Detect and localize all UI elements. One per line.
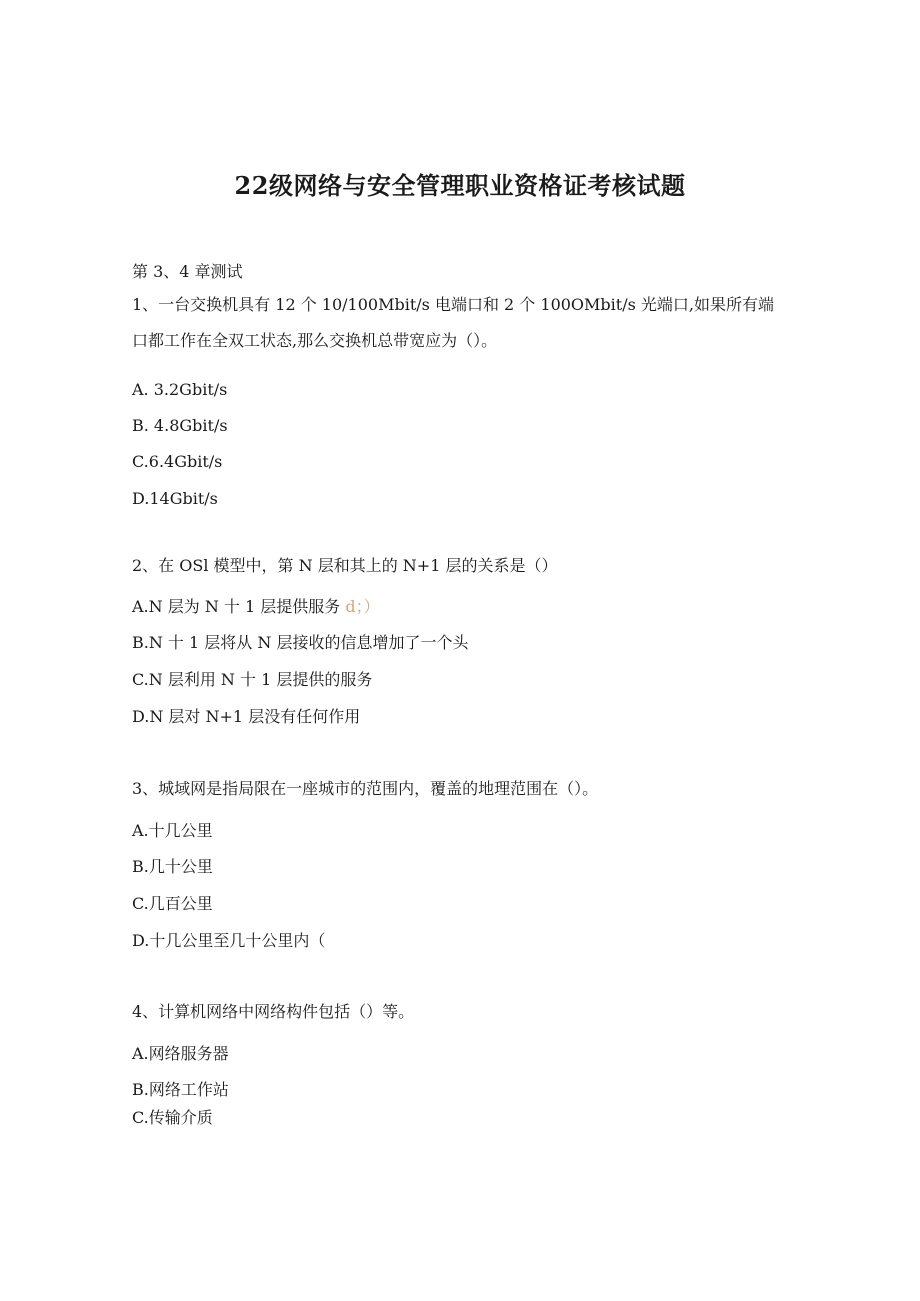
question-1-stem-line-1: 1、一台交换机具有 12 个 10/100Mbit/s 电端口和 2 个 100OMbit/s 光端口,如果所有端: [132, 295, 774, 314]
question-3-option-d: D.十几公里至几十公里内（: [132, 931, 326, 950]
question-2-option-a: A.N 层为 N 十 1 层提供服务: [132, 597, 341, 616]
question-1-option-a: A. 3.2Gbit/s: [132, 380, 228, 399]
question-3-stem: 3、城域网是指局限在一座城市的范围内，覆盖的地理范围在（）。: [132, 779, 599, 798]
question-4-option-c: C.传输介质: [132, 1108, 213, 1127]
question-3-option-a: A.十几公里: [132, 821, 213, 840]
question-1-stem-line-2: 口都工作在全双工状态,那么交换机总带宽应为（）。: [132, 331, 498, 350]
document-title: 22级网络与安全管理职业资格证考核试题: [234, 171, 686, 200]
question-4-option-a: A.网络服务器: [132, 1044, 229, 1063]
question-4-option-b: B.网络工作站: [132, 1080, 229, 1099]
question-1-option-c: C.6.4Gbit/s: [132, 452, 223, 471]
question-3-option-b: B.几十公里: [132, 857, 213, 876]
question-2-option-d: D.N 层对 N+1 层没有任何作用: [132, 707, 361, 726]
question-3-option-c: C.几百公里: [132, 894, 213, 913]
question-2-option-a-line: [132, 596, 380, 618]
question-2-option-a-note: d；）: [345, 597, 380, 616]
question-1-option-b: B. 4.8Gbit/s: [132, 416, 228, 435]
section-heading: 第 3、4 章测试: [132, 262, 243, 281]
question-2-stem: 2、在 OSl 模型中，第 N 层和其上的 N+1 层的关系是（）: [132, 556, 558, 575]
question-1-option-d: D.14Gbit/s: [132, 489, 218, 508]
question-2-option-c: C.N 层利用 N 十 1 层提供的服务: [132, 670, 373, 689]
question-2-option-b: B.N 十 1 层将从 N 层接收的信息增加了一个头: [132, 633, 469, 652]
question-4-stem: 4、计算机网络中网络构件包括（）等。: [132, 1002, 415, 1021]
